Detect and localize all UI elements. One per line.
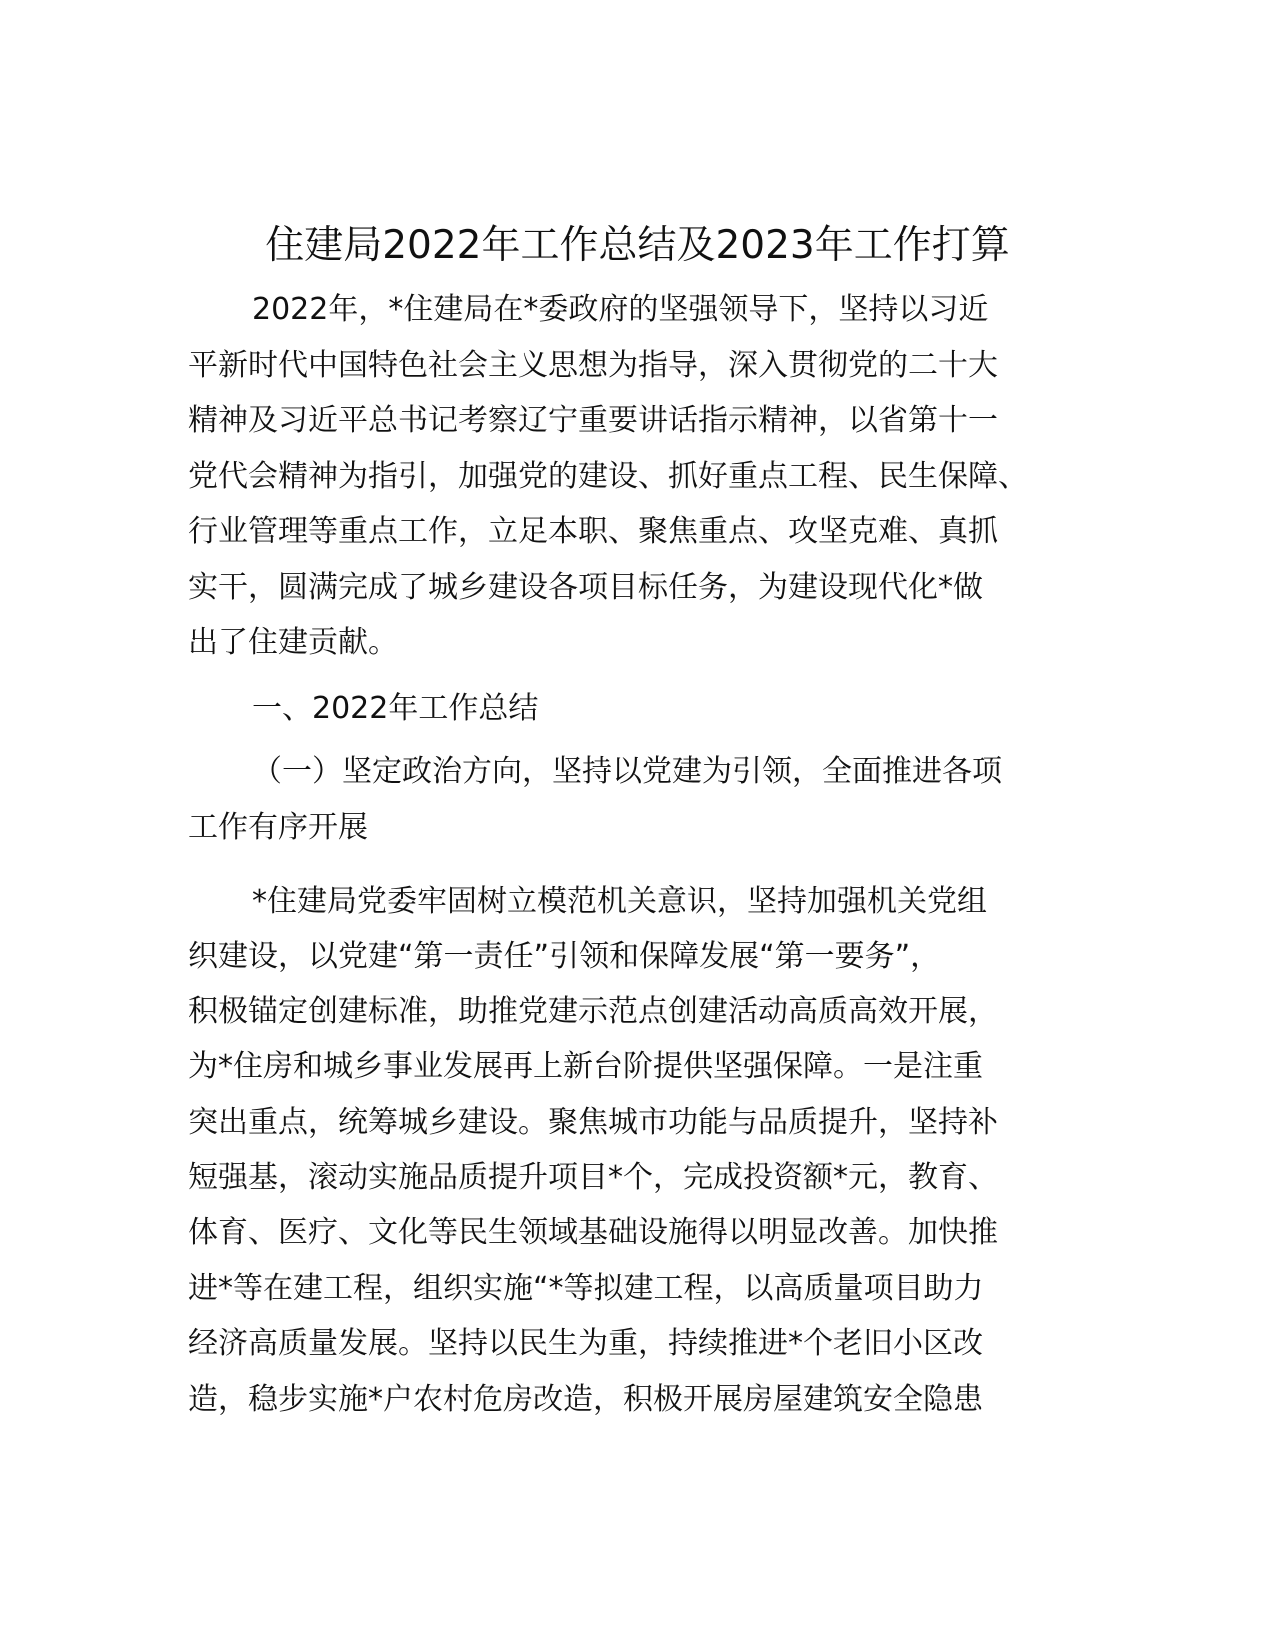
section-heading: 一、2022年工作总结 [252,691,539,726]
subsection-heading-continued: 工作有序开展 [188,810,368,845]
paragraph-line: 出了住建贡献。 [188,625,398,660]
subsection-heading: （一）坚定政治方向，坚持以党建为引领，全面推进各项 [252,754,1002,789]
paragraph-line: 实干，圆满完成了城乡建设各项目标任务，为建设现代化*做 [188,570,983,605]
paragraph-line: 织建设，以党建“第一责任”引领和保障发展“第一要务”， [188,939,941,974]
paragraph-line: 行业管理等重点工作，立足本职、聚焦重点、攻坚克难、真抓 [188,514,998,549]
document-title: 住建局2022年工作总结及2023年工作打算 [265,223,1010,268]
paragraph-line: 为*住房和城乡事业发展再上新台阶提供坚强保障。一是注重 [188,1049,983,1084]
paragraph-line: 平新时代中国特色社会主义思想为指导，深入贯彻党的二十大 [188,348,998,383]
paragraph-line: 经济高质量发展。坚持以民生为重，持续推进*个老旧小区改 [188,1326,983,1361]
paragraph-line: 造，稳步实施*户农村危房改造，积极开展房屋建筑安全隐患 [188,1382,983,1417]
paragraph-line: 进*等在建工程，组织实施“*等拟建工程，以高质量项目助力 [188,1271,984,1306]
paragraph-line: 2022年，*住建局在*委政府的坚强领导下，坚持以习近 [252,292,989,327]
paragraph-line: *住建局党委牢固树立模范机关意识，坚持加强机关党组 [252,884,987,919]
paragraph-line: 突出重点，统筹城乡建设。聚焦城市功能与品质提升，坚持补 [188,1105,998,1140]
paragraph-line: 体育、医疗、文化等民生领域基础设施得以明显改善。加快推 [188,1215,998,1250]
paragraph-line: 精神及习近平总书记考察辽宁重要讲话指示精神，以省第十一 [188,403,998,438]
paragraph-line: 积极锚定创建标准，助推党建示范点创建活动高质高效开展， [188,994,998,1029]
paragraph-line: 党代会精神为指引，加强党的建设、抓好重点工程、民生保障、 [188,459,1028,494]
paragraph-line: 短强基，滚动实施品质提升项目*个，完成投资额*元，教育、 [188,1160,998,1195]
